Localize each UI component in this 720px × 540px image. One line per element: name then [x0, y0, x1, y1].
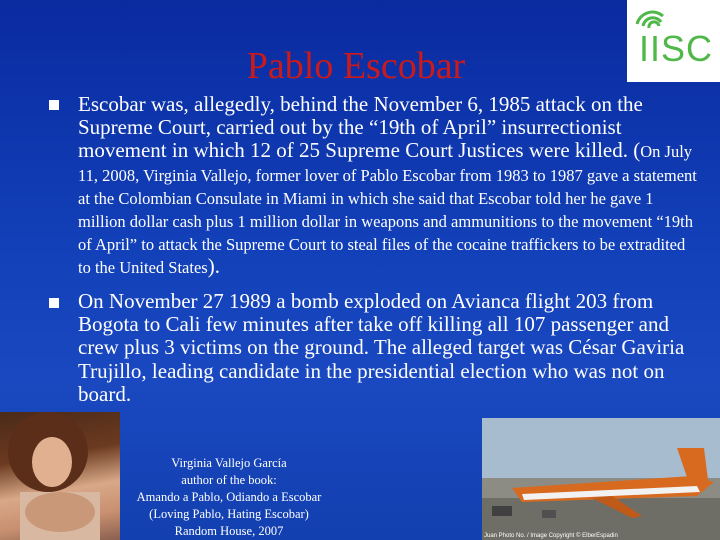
bullet-1-note-close: ). [207, 254, 220, 279]
airplane-photo [482, 418, 720, 540]
caption-line: (Loving Pablo, Hating Escobar) [149, 507, 309, 521]
caption-line: Virginia Vallejo García [171, 456, 287, 470]
bullet-text-1 [78, 93, 700, 279]
caption-line: Random House, 2007 [174, 524, 284, 538]
bullet-1-main: Escobar was, allegedly, behind the November 6, 1985 attack on the Supreme Court, carried out by the “19th of April” insurrectionist movement in which 12 of 25 Supreme Court Justices were killed. [78, 92, 643, 163]
photo-credit: Juan Photo No. / Image Copyright © ElberEspadin [484, 533, 618, 539]
bullet-text-2: On November 27 1989 a bomb exploded on Avianca flight 203 from Bogota to Cali few minutes after take off killing all 107 passenger and crew plus 3 victims on the ground. The alleged target was César Gaviria Trujillo, leading candidate in the presidential election who was not on board. [78, 289, 685, 406]
caption-line: Amando a Pablo, Odiando a Escobar [136, 490, 322, 504]
bullet-1-note-open: ( [627, 138, 641, 163]
caption-line: author of the book: [181, 473, 277, 487]
bullet-marker [49, 100, 59, 110]
portrait-photo [0, 412, 120, 540]
bullet-marker [49, 298, 59, 308]
bullet-1-note: On July 11, 2008, Virginia Vallejo, former lover of Pablo Escobar from 1983 to 1987 gave a statement at the Colombian Consulate in Miami in which she said that Escobar told her he gave 1 million dollar cash plus 1 million dollar in weapons and ammunitions to the movement “19th of April” to attack the Supreme Court to steal files of the cocaine traffickers to be extradited to the United States [78, 142, 697, 278]
page-title: Pablo Escobar [246, 45, 466, 87]
logo-text: IISC [639, 28, 714, 69]
photo-caption [120, 455, 338, 540]
